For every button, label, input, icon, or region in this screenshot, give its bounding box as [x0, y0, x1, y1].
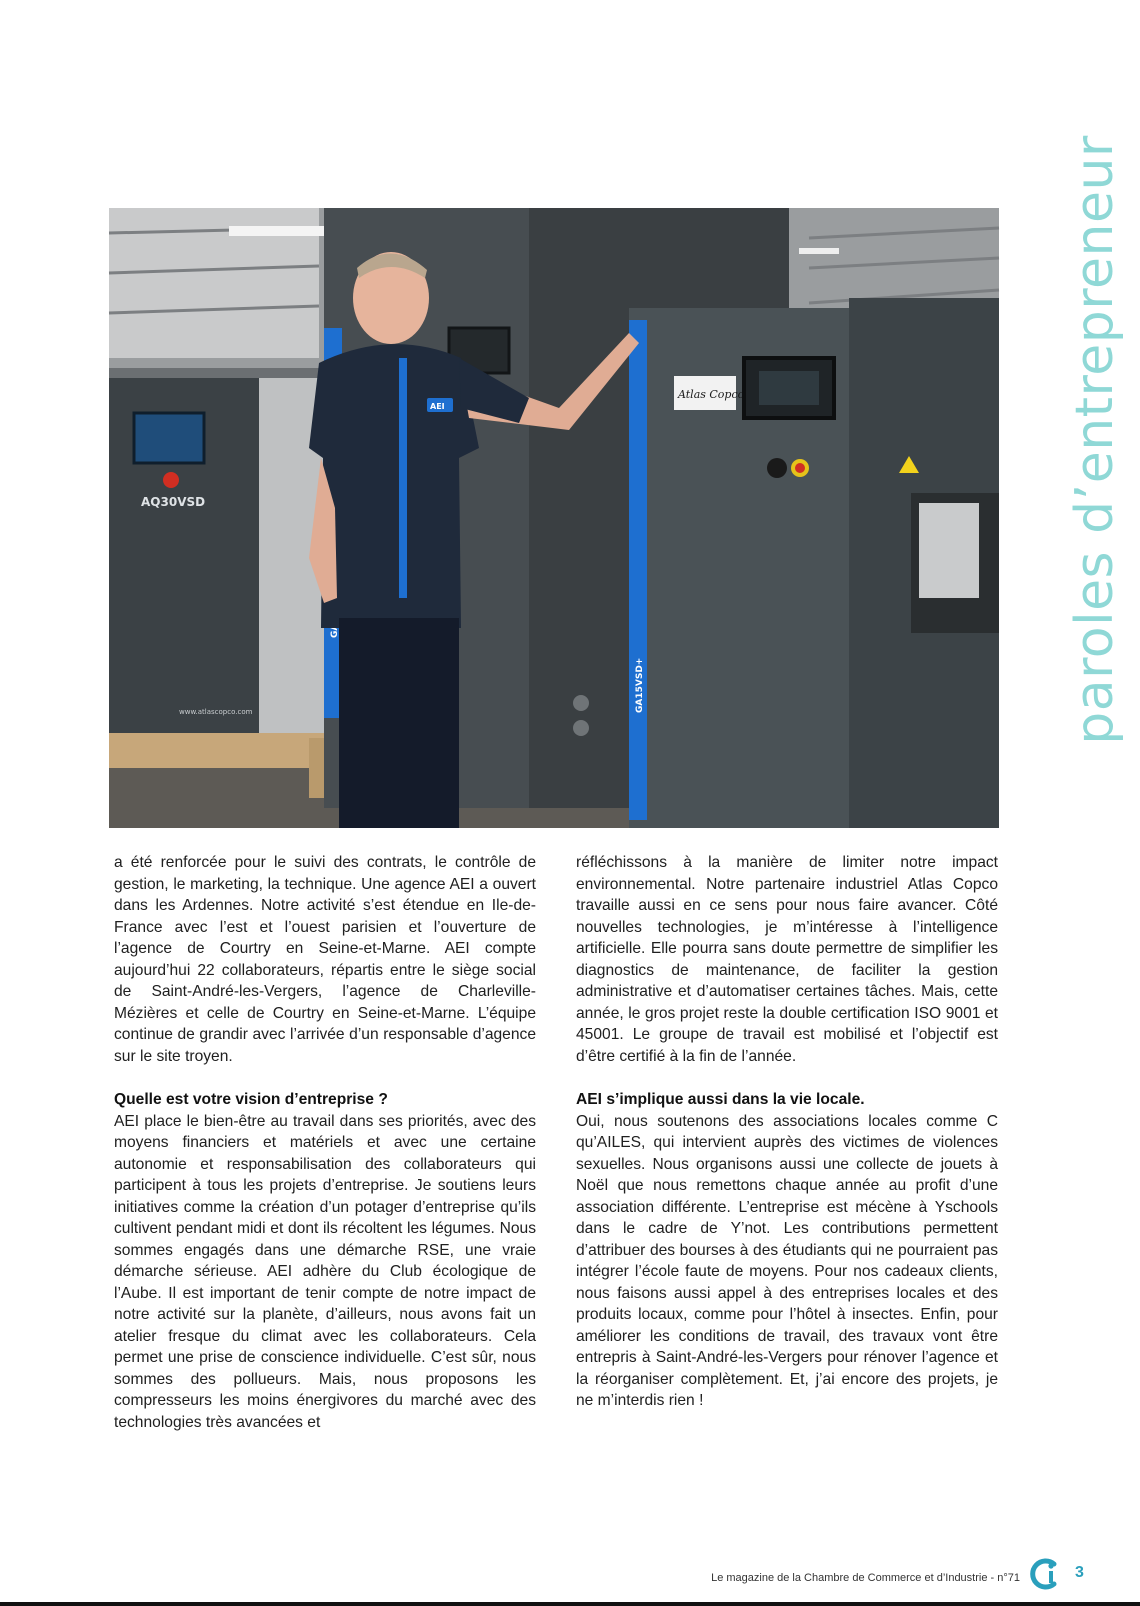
bottom-rule [0, 1602, 1140, 1606]
pallet [109, 728, 329, 768]
logo-text: Ci [1068, 1596, 1069, 1597]
page-number: 3 [1075, 1564, 1084, 1581]
local-life-paragraph: Oui, nous soutenons des associations locales comme C qu’AILES, qui intervient auprès des victimes de violences sexuelles. Nous organisons aussi une collecte de jouets à Noël que nous remettons chaque année au profit d’une association différente. L’entreprise est mécène à Yschools dans le cadre de Y’not. Les contributions permettent d’attribuer des bourses à des étudiants qui ne pourraient pas intégrer l’école faute de moyens. Pour nos cadeaux clients, nous faisons aussi appel à des entreprises locales et des produits locaux, comme pour l’hôtel à insectes. Enfin, pour améliorer les conditions de travail, des travaux vont être entrepris à Saint-André-les-Vergers pour rénover l’agence et la réorganiser complètement. Et, j’ai encore des projets, je ne m’interdis rien ! [576, 1112, 998, 1409]
machine-brand: Atlas Copco [678, 388, 745, 401]
right-column [576, 852, 998, 1412]
section-title [1050, 130, 1140, 750]
shirt-badge: AEI [430, 402, 445, 411]
local-life-heading: AEI s’implique aussi dans la vie locale. [576, 1091, 865, 1108]
right-intro-paragraph: réfléchissons à la manière de limiter notre impact environnemental. Notre partenaire industriel Atlas Copco travaille aussi en ce sens pour nous faire avancer. Côté nouvelles technologies, je m’intéresse à l’intelligence artificielle. Elle pourra sans doute permettre de simplifier les diagnostics de maintenance, de faciliter la gestion administrative et d’automatiser certaines tâches. Mais, cette année, le gros projet reste la double certification ISO 9001 et 45001. Le groupe de travail est mobilisé et l’objectif est d’être certifié à la fin de l’année. [576, 854, 998, 1065]
left-intro-paragraph: a été renforcée pour le suivi des contrats, le contrôle de gestion, le marketing, la technique. Une agence AEI a ouvert dans les Ardennes. Notre activité s’est étendue en Ile-de-France avec l’est et l’ouest parisien et l’ouverture de l’agence de Courtry en Seine-et-Marne. AEI compte aujourd’hui 22 collaborateurs, répartis entre le siège social de Saint-André-les-Vergers, l’agence de Charleville-Mézières et celle de Courtry en Seine-et-Marne. L’équipe continue de grandir avec l’arrivée d’un responsable d’agence sur le site troyen. [114, 854, 536, 1065]
left-machine-label: AQ30VSD [141, 495, 206, 509]
section-title-text: paroles d’entrepreneur [1065, 135, 1125, 745]
left-compressor [109, 378, 324, 733]
cci-logo-icon [1028, 1556, 1069, 1597]
article-photo [109, 208, 999, 828]
right-compressor [573, 298, 999, 828]
footer-magazine-credit: Le magazine de la Chambre de Commerce et d’Industrie - n°71 [711, 1572, 1020, 1584]
vision-question-heading: Quelle est votre vision d’entreprise ? [114, 1091, 388, 1108]
vision-answer-paragraph: AEI place le bien-être au travail dans ses priorités, avec des moyens financiers et matériels et avec une certaine autonomie et responsabilisation des collaborateurs qui participent à tous les projets d’entreprise. Je soutiens leurs initiatives comme la création d’un potager d’entreprise qu’ils cultivent pendant midi et dont ils récoltent les légumes. Nous sommes engagés dans une démarche RSE, une vraie démarche sérieuse. AEI adhère du Club écologique de l’Aube. Il est important de tenir compte de notre impact de notre activité sur la planète, d’ailleurs, nous avons fait un atelier fresque du climat avec les collaborateurs. Cela permet une prise de conscience individuelle. C’est sûr, nous sommes des pollueurs. Mais, nous proposons les compresseurs les moins énergivores du marché avec des technologies très avancées et [114, 1112, 536, 1431]
right-machine-label: GA15VSD+ [635, 657, 645, 713]
left-column [114, 852, 536, 1433]
left-machine-url: www.atlascopco.com [179, 708, 253, 716]
